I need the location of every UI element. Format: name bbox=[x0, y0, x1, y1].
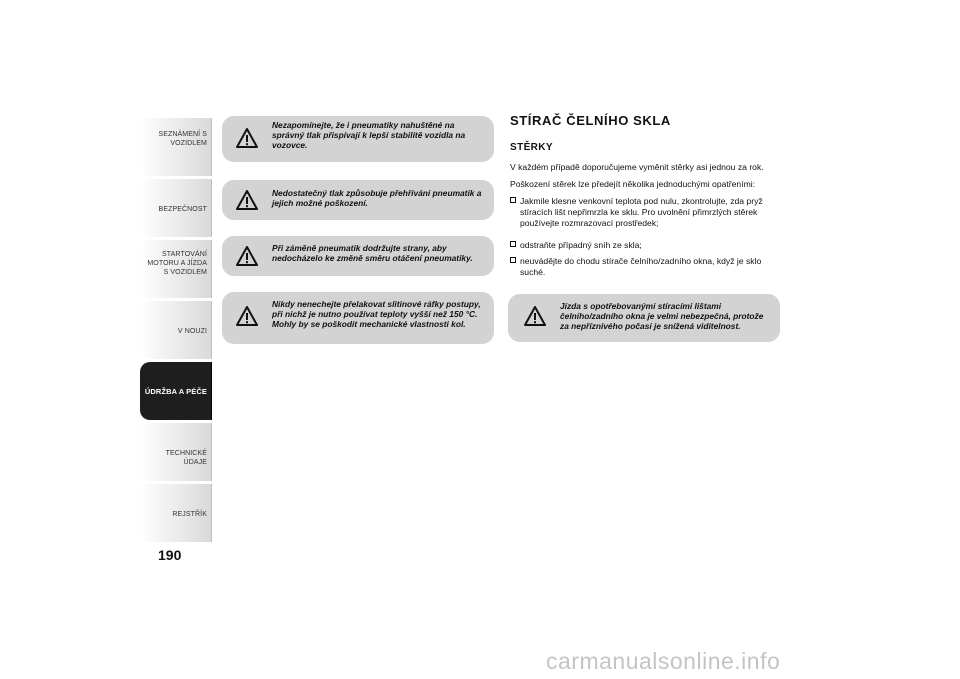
warning-text: Při záměně pneumatik dodržujte strany, aby nedocházelo ke změně směru otáčení pneumatiky. bbox=[272, 243, 473, 263]
warning-box bbox=[222, 236, 494, 276]
warning-box bbox=[508, 294, 780, 342]
warning-text: Nedostatečný tlak způsobuje přehřívání pneumatik a jejich možné poškození. bbox=[272, 188, 482, 208]
tab-startovani[interactable] bbox=[140, 240, 212, 298]
warning-triangle-icon bbox=[236, 246, 258, 266]
list-item bbox=[510, 196, 780, 229]
warning-triangle-icon bbox=[524, 306, 546, 326]
warning-triangle-icon bbox=[236, 128, 258, 148]
tab-label: STARTOVÁNÍ MOTORU A JÍZDA S VOZIDLEM bbox=[147, 251, 207, 276]
tab-technicke-udaje[interactable] bbox=[140, 423, 212, 481]
tab-rejstrik[interactable] bbox=[140, 484, 212, 542]
paragraph: Poškození stěrek lze předejít několika jednoduchými opatřeními: bbox=[510, 179, 756, 189]
list-item-text: odstraňte případný sníh ze skla; bbox=[520, 240, 642, 250]
section-title: STÍRAČ ČELNÍHO SKLA bbox=[510, 113, 671, 128]
checkbox-bullet-icon bbox=[510, 241, 516, 247]
tab-label: ÚDRŽBA A PÉČE bbox=[144, 386, 207, 396]
tab-seznameni[interactable] bbox=[140, 118, 212, 176]
warning-text: Nikdy nenechejte přelakovat slitinové ráfky postupy, při nichž je nutno používat teploty vyšší než 150 °C. Mohly by se poškodit mechanické vlastnosti kol. bbox=[272, 299, 481, 329]
page-number: 190 bbox=[158, 547, 182, 563]
tab-label: TECHNICKÉ ÚDAJE bbox=[165, 450, 207, 466]
paragraph: V každém případě doporučujeme vyměnit stěrky asi jednou za rok. bbox=[510, 162, 764, 172]
warning-box bbox=[222, 180, 494, 220]
tab-label: BEZPEČNOST bbox=[158, 206, 207, 213]
tab-udrzba[interactable] bbox=[140, 362, 212, 420]
checkbox-bullet-icon bbox=[510, 197, 516, 203]
list-item bbox=[510, 240, 780, 251]
warning-triangle-icon bbox=[236, 306, 258, 326]
tab-label: V NOUZI bbox=[177, 328, 207, 335]
tab-label: SEZNÁMENÍ S VOZIDLEM bbox=[158, 131, 207, 147]
warning-text: Nezapomínejte, že i pneumatiky nahuštěné na správný tlak přispívají k lepší stabilitě vozidla na vozovce. bbox=[272, 120, 466, 150]
list-item-text: Jakmile klesne venkovní teplota pod nulu, zkontrolujte, zda pryž stíracích lišt nepřimrzla ke sklu. Pro uvolnění přimrzlých stěrek používejte rozmrazovací prostředek; bbox=[520, 196, 763, 228]
checkbox-bullet-icon bbox=[510, 257, 516, 263]
list-item-text: neuváděјte do chodu stírače čelního/zadního okna, když je sklo suché. bbox=[520, 256, 762, 277]
list-item bbox=[510, 256, 780, 278]
watermark: carmanualsonline.info bbox=[546, 648, 781, 674]
section-subtitle: STĚRKY bbox=[510, 142, 553, 153]
tab-label: REJSTŘÍK bbox=[172, 511, 207, 518]
warning-box bbox=[222, 116, 494, 162]
warning-box bbox=[222, 292, 494, 344]
tab-bezpecnost[interactable] bbox=[140, 179, 212, 237]
warning-text: Jízda s opotřebovanými stíracími lištami čelního/zadního okna je velmi nebezpečná, protože za nepříznivého počasí je snížená viditelnost. bbox=[560, 301, 764, 331]
tab-v-nouzi[interactable] bbox=[140, 301, 212, 359]
warning-triangle-icon bbox=[236, 190, 258, 210]
